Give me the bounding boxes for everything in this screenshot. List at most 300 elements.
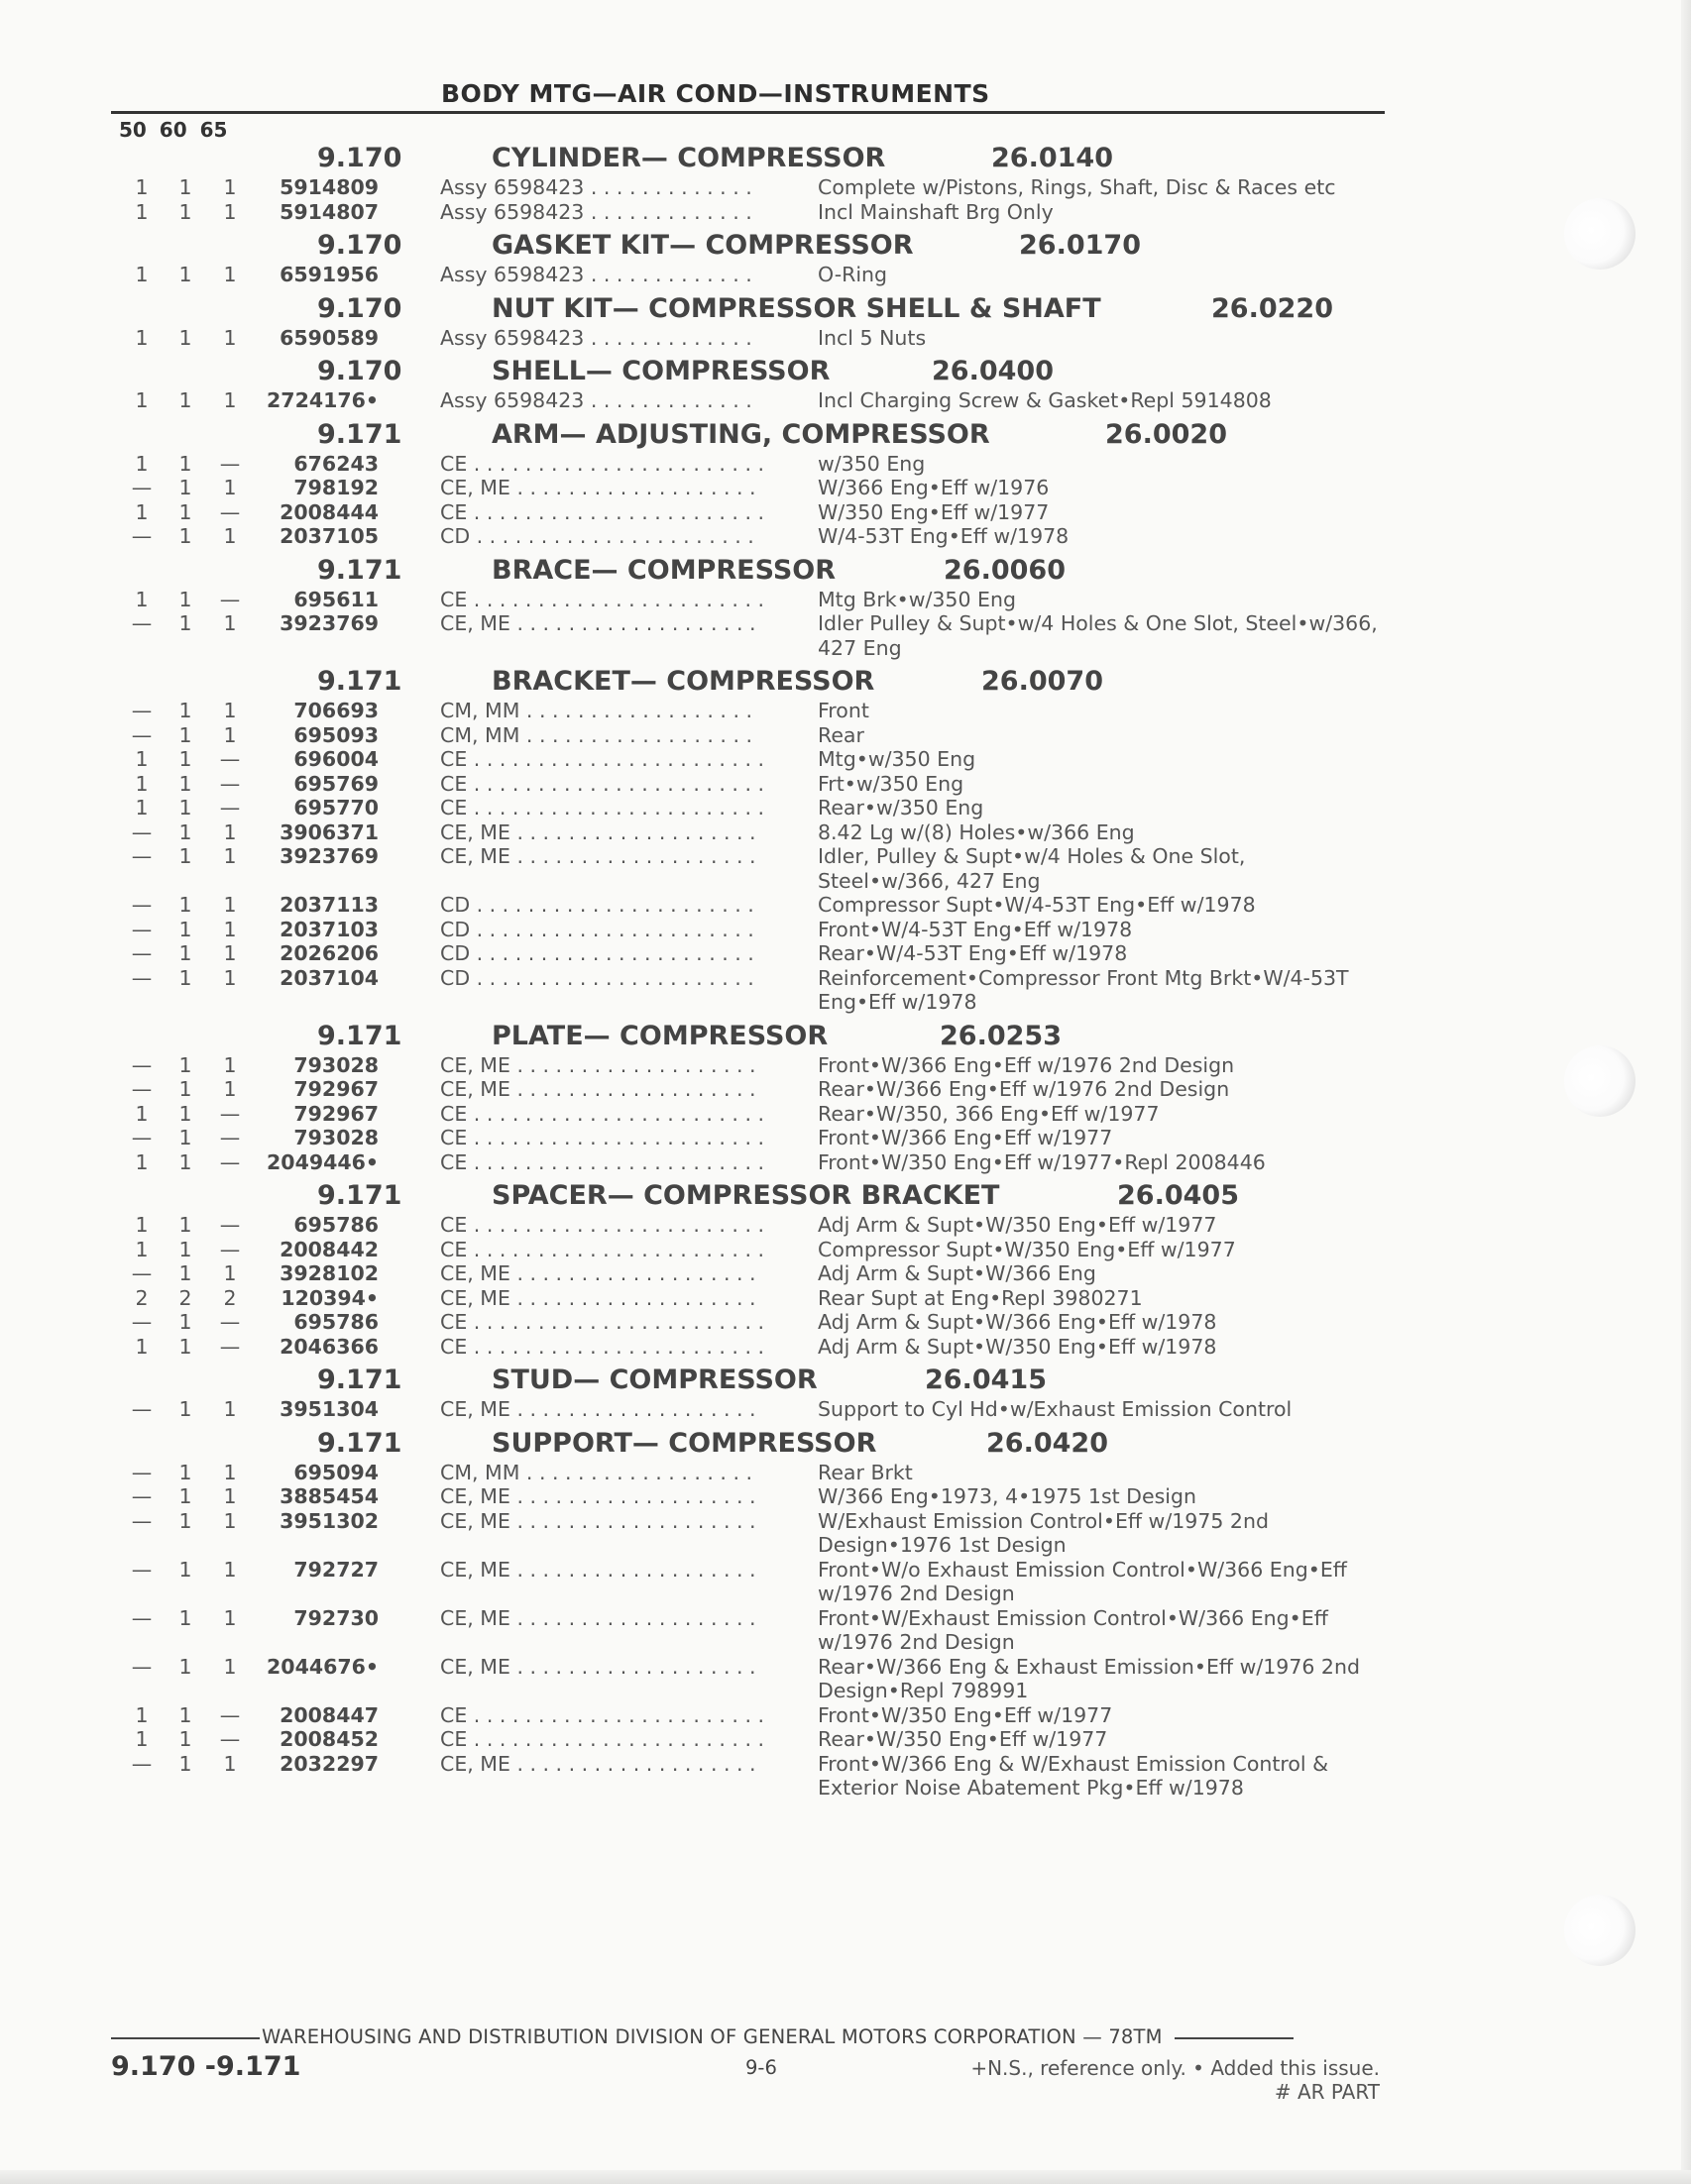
part-row xyxy=(0,588,1691,612)
qty-65-series: 1 xyxy=(223,325,237,350)
model-reference: CE . . . . . . . . . . . . . . . . . . . . . . . xyxy=(440,1126,765,1149)
qty-60-series: 1 xyxy=(178,175,192,199)
header-divider xyxy=(111,111,1385,114)
part-row xyxy=(0,772,1691,797)
qty-65-series: 1 xyxy=(223,1605,237,1630)
part-row xyxy=(0,1397,1691,1422)
parts-catalog xyxy=(0,137,1691,1801)
qty-50-series: — xyxy=(131,1508,153,1533)
section-heading xyxy=(0,287,1691,326)
part-description: Rear Supt at Eng•Repl 3980271 xyxy=(818,1285,1143,1310)
section-heading xyxy=(0,1422,1691,1461)
qty-65-series: 1 xyxy=(223,476,237,499)
qty-60-series: 1 xyxy=(178,1101,192,1126)
part-description: Front•W/366 Eng•Eff w/1977 xyxy=(818,1126,1113,1149)
part-number: 695786 xyxy=(293,1213,379,1237)
part-number: 2724176• xyxy=(267,388,379,412)
part-number: 2049446• xyxy=(267,1149,379,1174)
part-row xyxy=(0,476,1691,500)
qty-65-series: — xyxy=(219,1149,241,1174)
model-reference: CD . . . . . . . . . . . . . . . . . . . . . . xyxy=(440,917,754,941)
qty-65-series: 1 xyxy=(223,893,237,917)
qty-60-series: 1 xyxy=(178,1334,192,1359)
part-row xyxy=(0,452,1691,477)
part-number: 6591956 xyxy=(280,263,379,286)
part-row xyxy=(0,388,1691,413)
qty-65-series: 1 xyxy=(223,1751,237,1776)
section-code: 26.0400 xyxy=(932,356,1054,386)
section-number: 9.170 xyxy=(317,356,402,386)
model-reference: CE . . . . . . . . . . . . . . . . . . . . . . . xyxy=(440,771,765,796)
section-number: 9.171 xyxy=(317,666,402,697)
part-number: 2044676• xyxy=(267,1654,379,1679)
qty-65-series: 1 xyxy=(223,965,237,990)
part-description: W/366 Eng•Eff w/1976 xyxy=(818,476,1050,499)
qty-65-series: — xyxy=(219,587,241,611)
part-description: Incl Mainshaft Brg Only xyxy=(818,199,1054,224)
part-description: Adj Arm & Supt•W/366 Eng xyxy=(818,1261,1096,1285)
section-heading xyxy=(0,413,1691,452)
qty-50-series: 1 xyxy=(135,325,149,350)
qty-60-series: 1 xyxy=(178,1077,192,1101)
part-number: 793028 xyxy=(293,1052,379,1077)
binder-hole xyxy=(1564,1045,1635,1117)
qty-50-series: 1 xyxy=(135,1213,149,1237)
qty-60-series: 1 xyxy=(178,722,192,747)
qty-65-series: 1 xyxy=(223,941,237,965)
part-row xyxy=(0,1558,1691,1606)
qty-65-series: 1 xyxy=(223,199,237,224)
section-title: SPACER— COMPRESSOR BRACKET xyxy=(492,1180,1000,1211)
footer-rule-right xyxy=(1175,2037,1294,2039)
qty-60-series: 1 xyxy=(178,819,192,844)
part-description: Compressor Supt•W/350 Eng•Eff w/1977 xyxy=(818,1237,1236,1261)
qty-65-series: 1 xyxy=(223,1077,237,1101)
qty-65-series: — xyxy=(219,1237,241,1261)
qty-50-series: 1 xyxy=(135,1101,149,1126)
qty-60-series: 1 xyxy=(178,1484,192,1508)
qty-50-series: — xyxy=(131,1484,153,1508)
part-description: Frt•w/350 Eng xyxy=(818,771,964,796)
part-number: 2032297 xyxy=(280,1751,379,1776)
qty-60-series: 1 xyxy=(178,1149,192,1174)
qty-50-series: 1 xyxy=(135,796,149,819)
qty-65-series: 2 xyxy=(223,1285,237,1310)
part-row xyxy=(0,966,1691,1015)
qty-50-series: — xyxy=(131,1261,153,1285)
section-title: PLATE— COMPRESSOR xyxy=(492,1020,829,1051)
model-reference: CM, MM . . . . . . . . . . . . . . . . . . xyxy=(440,1460,752,1484)
part-number: 695786 xyxy=(293,1310,379,1334)
part-description: W/350 Eng•Eff w/1977 xyxy=(818,499,1050,524)
model-reference: CM, MM . . . . . . . . . . . . . . . . . . xyxy=(440,699,752,722)
qty-65-series: 1 xyxy=(223,1397,237,1421)
part-description: Rear•W/4-53T Eng•Eff w/1978 xyxy=(818,941,1128,965)
model-reference: Assy 6598423 . . . . . . . . . . . . . xyxy=(440,199,752,224)
footer-page-number: 9-6 xyxy=(745,2056,777,2079)
part-row xyxy=(0,723,1691,748)
qty-50-series: 1 xyxy=(135,1727,149,1751)
footer-division xyxy=(111,2025,1385,2048)
section-heading xyxy=(0,224,1691,263)
part-description: W/4-53T Eng•Eff w/1978 xyxy=(818,524,1070,548)
section-code: 26.0420 xyxy=(986,1427,1108,1459)
part-description: Incl 5 Nuts xyxy=(818,325,927,350)
section-code: 26.0170 xyxy=(1019,230,1141,261)
part-number: 798192 xyxy=(293,476,379,499)
qty-50-series: — xyxy=(131,476,153,499)
qty-50-series: — xyxy=(131,722,153,747)
qty-60-series: 1 xyxy=(178,263,192,286)
qty-65-series: 1 xyxy=(223,699,237,722)
qty-65-series: — xyxy=(219,1126,241,1149)
model-reference: CE . . . . . . . . . . . . . . . . . . . . . . . xyxy=(440,1213,765,1237)
qty-50-series: — xyxy=(131,1126,153,1149)
qty-50-series: 1 xyxy=(135,1237,149,1261)
part-row xyxy=(0,844,1691,893)
part-description: Front•W/o Exhaust Emission Control•W/366 Eng•Eff w/1976 2nd Design xyxy=(818,1557,1347,1605)
qty-60-series: 1 xyxy=(178,1397,192,1421)
qty-60-series: 1 xyxy=(178,199,192,224)
section-number: 9.171 xyxy=(317,418,402,450)
section-heading xyxy=(0,660,1691,699)
qty-60-series: 1 xyxy=(178,325,192,350)
model-reference: CE, ME . . . . . . . . . . . . . . . . . . . xyxy=(440,1484,756,1508)
model-reference: CE . . . . . . . . . . . . . . . . . . . . . . . xyxy=(440,796,765,819)
model-reference: CE, ME . . . . . . . . . . . . . . . . . . . xyxy=(440,611,756,635)
qty-50-series: — xyxy=(131,844,153,868)
qty-60-series: 1 xyxy=(178,1508,192,1533)
part-description: Adj Arm & Supt•W/350 Eng•Eff w/1978 xyxy=(818,1334,1217,1359)
qty-50-series: — xyxy=(131,524,153,548)
qty-50-series: — xyxy=(131,819,153,844)
part-row xyxy=(0,1606,1691,1655)
qty-65-series: 1 xyxy=(223,1508,237,1533)
part-row xyxy=(0,1238,1691,1262)
model-reference: Assy 6598423 . . . . . . . . . . . . . xyxy=(440,388,752,412)
part-row xyxy=(0,1102,1691,1127)
qty-50-series: — xyxy=(131,1077,153,1101)
qty-65-series: 1 xyxy=(223,263,237,286)
qty-60-series: 1 xyxy=(178,1702,192,1727)
section-code: 26.0020 xyxy=(1105,418,1227,450)
part-number: 5914809 xyxy=(280,175,379,199)
qty-60-series: 1 xyxy=(178,388,192,412)
section-number: 9.170 xyxy=(317,230,402,261)
qty-65-series: 1 xyxy=(223,524,237,548)
part-description: Front•W/366 Eng & W/Exhaust Emission Control & Exterior Noise Abatement Pkg•Eff w/1978 xyxy=(818,1751,1329,1800)
qty-50-series: — xyxy=(131,1052,153,1077)
model-reference: CE, ME . . . . . . . . . . . . . . . . . . . xyxy=(440,476,756,499)
qty-65-series: — xyxy=(219,796,241,819)
footer-section-range: 9.170 -9.171 xyxy=(111,2051,301,2082)
part-row xyxy=(0,1509,1691,1558)
part-row xyxy=(0,1213,1691,1238)
part-number: 3885454 xyxy=(280,1484,379,1508)
qty-50-series: 1 xyxy=(135,1702,149,1727)
qty-65-series: 1 xyxy=(223,1557,237,1582)
qty-60-series: 1 xyxy=(178,451,192,476)
section-number: 9.171 xyxy=(317,1180,402,1211)
part-description: Reinforcement•Compressor Front Mtg Brkt•W/4-53T Eng•Eff w/1978 xyxy=(818,965,1349,1014)
part-row xyxy=(0,175,1691,200)
section-heading xyxy=(0,1174,1691,1213)
qty-60-series: 1 xyxy=(178,1557,192,1582)
footer-ar-part-note: # AR PART xyxy=(1274,2080,1380,2104)
model-reference: CE . . . . . . . . . . . . . . . . . . . . . . . xyxy=(440,1101,765,1126)
part-number: 2008447 xyxy=(280,1702,379,1727)
qty-60-series: 1 xyxy=(178,499,192,524)
page-bottom-shadow xyxy=(0,2170,1691,2184)
part-number: 695093 xyxy=(293,722,379,747)
model-reference: CE, ME . . . . . . . . . . . . . . . . . . . xyxy=(440,1285,756,1310)
section-heading xyxy=(0,549,1691,588)
qty-65-series: — xyxy=(219,451,241,476)
qty-50-series: 1 xyxy=(135,771,149,796)
model-reference: CE . . . . . . . . . . . . . . . . . . . . . . . xyxy=(440,1310,765,1334)
part-number: 6590589 xyxy=(280,325,379,350)
part-row xyxy=(0,1286,1691,1311)
qty-65-series: — xyxy=(219,1334,241,1359)
section-code: 26.0405 xyxy=(1117,1180,1239,1211)
model-reference: CE . . . . . . . . . . . . . . . . . . . . . . . xyxy=(440,499,765,524)
qty-65-series: — xyxy=(219,747,241,771)
part-row xyxy=(0,820,1691,845)
qty-60-series: 1 xyxy=(178,941,192,965)
qty-60-series: 1 xyxy=(178,1052,192,1077)
part-description: Rear Brkt xyxy=(818,1460,913,1484)
model-reference: CE . . . . . . . . . . . . . . . . . . . . . . . xyxy=(440,1334,765,1359)
model-reference: CE . . . . . . . . . . . . . . . . . . . . . . . xyxy=(440,1702,765,1727)
model-reference: CE, ME . . . . . . . . . . . . . . . . . . . xyxy=(440,1261,756,1285)
model-reference: CE . . . . . . . . . . . . . . . . . . . . . . . xyxy=(440,451,765,476)
part-row xyxy=(0,941,1691,966)
qty-50-series: 1 xyxy=(135,263,149,286)
qty-50-series: — xyxy=(131,1460,153,1484)
part-row xyxy=(0,1752,1691,1801)
part-number: 2026206 xyxy=(280,941,379,965)
qty-60-series: 1 xyxy=(178,747,192,771)
part-number: 676243 xyxy=(293,451,379,476)
model-reference: CE . . . . . . . . . . . . . . . . . . . . . . . xyxy=(440,1149,765,1174)
section-code: 26.0070 xyxy=(981,666,1103,697)
qty-60-series: 1 xyxy=(178,1460,192,1484)
part-number: 3906371 xyxy=(280,819,379,844)
footer-legend-note: +N.S., reference only. • Added this issue. xyxy=(970,2056,1380,2080)
model-reference: CD . . . . . . . . . . . . . . . . . . . . . . xyxy=(440,941,754,965)
qty-60-series: 1 xyxy=(178,796,192,819)
footer-division-text: WAREHOUSING AND DISTRIBUTION DIVISION OF GENERAL MOTORS CORPORATION — 78TM xyxy=(262,2025,1163,2048)
qty-50-series: 2 xyxy=(135,1285,149,1310)
part-number: 2037104 xyxy=(280,965,379,990)
model-reference: CE . . . . . . . . . . . . . . . . . . . . . . . xyxy=(440,587,765,611)
part-row xyxy=(0,1053,1691,1078)
part-number: 695094 xyxy=(293,1460,379,1484)
qty-60-series: 1 xyxy=(178,1654,192,1679)
section-code: 26.0253 xyxy=(940,1020,1062,1051)
qty-50-series: — xyxy=(131,893,153,917)
section-heading xyxy=(0,1359,1691,1397)
qty-60-series: 1 xyxy=(178,1261,192,1285)
section-title: BRACE— COMPRESSOR xyxy=(492,554,837,586)
qty-60-series: 1 xyxy=(178,611,192,635)
model-reference: CE, ME . . . . . . . . . . . . . . . . . . . xyxy=(440,1557,756,1582)
model-reference: CM, MM . . . . . . . . . . . . . . . . . . xyxy=(440,722,752,747)
qty-50-series: — xyxy=(131,1557,153,1582)
part-description: W/Exhaust Emission Control•Eff w/1975 2nd Design•1976 1st Design xyxy=(818,1508,1269,1557)
model-reference: CE, ME . . . . . . . . . . . . . . . . . . . xyxy=(440,1077,756,1101)
part-number: 2046366 xyxy=(280,1334,379,1359)
part-description: Adj Arm & Supt•W/366 Eng•Eff w/1978 xyxy=(818,1310,1217,1334)
part-description: Front•W/Exhaust Emission Control•W/366 Eng•Eff w/1976 2nd Design xyxy=(818,1605,1328,1654)
part-number: 792727 xyxy=(293,1557,379,1582)
part-description: Front•W/4-53T Eng•Eff w/1978 xyxy=(818,917,1133,941)
part-description: W/366 Eng•1973, 4•1975 1st Design xyxy=(818,1484,1196,1508)
qty-50-series: 1 xyxy=(135,199,149,224)
section-title: NUT KIT— COMPRESSOR SHELL & SHAFT xyxy=(492,292,1101,324)
qty-60-series: 1 xyxy=(178,1751,192,1776)
part-number: 793028 xyxy=(293,1126,379,1149)
part-number: 696004 xyxy=(293,747,379,771)
part-number: 792730 xyxy=(293,1605,379,1630)
part-description: O-Ring xyxy=(818,263,888,286)
part-number: 3928102 xyxy=(280,1261,379,1285)
part-row xyxy=(0,747,1691,772)
part-number: 695611 xyxy=(293,587,379,611)
part-description: Incl Charging Screw & Gasket•Repl 5914808 xyxy=(818,388,1272,412)
model-reference: CE . . . . . . . . . . . . . . . . . . . . . . . xyxy=(440,1237,765,1261)
qty-60-series: 1 xyxy=(178,1126,192,1149)
qty-65-series: 1 xyxy=(223,175,237,199)
part-row xyxy=(0,1727,1691,1752)
part-description: Idler Pulley & Supt•w/4 Holes & One Slot, Steel•w/366, 427 Eng xyxy=(818,611,1378,660)
part-row xyxy=(0,1150,1691,1175)
part-number: 2008452 xyxy=(280,1727,379,1751)
qty-60-series: 1 xyxy=(178,771,192,796)
model-reference: CE . . . . . . . . . . . . . . . . . . . . . . . xyxy=(440,1727,765,1751)
part-number: 695769 xyxy=(293,771,379,796)
section-code: 26.0415 xyxy=(925,1365,1047,1395)
part-description: Compressor Supt•W/4-53T Eng•Eff w/1978 xyxy=(818,893,1256,917)
part-number: 3923769 xyxy=(280,611,379,635)
section-code: 26.0140 xyxy=(991,143,1113,173)
section-number: 9.170 xyxy=(317,292,402,324)
section-number: 9.171 xyxy=(317,1020,402,1051)
qty-50-series: — xyxy=(131,1654,153,1679)
section-number: 9.171 xyxy=(317,1365,402,1395)
section-title: SHELL— COMPRESSOR xyxy=(492,356,831,386)
qty-65-series: 1 xyxy=(223,611,237,635)
part-number: 3951304 xyxy=(280,1397,379,1421)
part-row xyxy=(0,524,1691,549)
qty-65-series: — xyxy=(219,1727,241,1751)
part-description: Front•W/350 Eng•Eff w/1977 xyxy=(818,1702,1113,1727)
part-row xyxy=(0,263,1691,287)
part-description: Mtg•w/350 Eng xyxy=(818,747,976,771)
model-reference: CE, ME . . . . . . . . . . . . . . . . . . . xyxy=(440,819,756,844)
part-row xyxy=(0,796,1691,820)
model-reference: CD . . . . . . . . . . . . . . . . . . . . . . xyxy=(440,893,754,917)
qty-50-series: 1 xyxy=(135,175,149,199)
part-description: Adj Arm & Supt•W/350 Eng•Eff w/1977 xyxy=(818,1213,1217,1237)
qty-60-series: 1 xyxy=(178,1213,192,1237)
part-row xyxy=(0,200,1691,225)
part-row xyxy=(0,893,1691,918)
section-heading xyxy=(0,350,1691,388)
model-reference: CD . . . . . . . . . . . . . . . . . . . . . . xyxy=(440,524,754,548)
part-row xyxy=(0,918,1691,942)
section-number: 9.171 xyxy=(317,554,402,586)
part-description: Front xyxy=(818,699,869,722)
part-description: Rear•W/350 Eng•Eff w/1977 xyxy=(818,1727,1108,1751)
section-title: STUD— COMPRESSOR xyxy=(492,1365,818,1395)
model-columns-header: 50 60 65 xyxy=(119,118,228,142)
part-number: 706693 xyxy=(293,699,379,722)
page-title: BODY MTG—AIR COND—INSTRUMENTS xyxy=(441,79,990,108)
section-title: GASKET KIT— COMPRESSOR xyxy=(492,230,914,261)
model-reference: CE, ME . . . . . . . . . . . . . . . . . . . xyxy=(440,1052,756,1077)
section-number: 9.170 xyxy=(317,143,402,173)
part-description: Front•W/366 Eng•Eff w/1976 2nd Design xyxy=(818,1052,1235,1077)
qty-60-series: 1 xyxy=(178,965,192,990)
qty-65-series: 1 xyxy=(223,1052,237,1077)
part-description: Complete w/Pistons, Rings, Shaft, Disc & Races etc xyxy=(818,175,1336,199)
qty-65-series: 1 xyxy=(223,722,237,747)
part-row xyxy=(0,611,1691,660)
model-reference: Assy 6598423 . . . . . . . . . . . . . xyxy=(440,263,752,286)
qty-65-series: 1 xyxy=(223,917,237,941)
part-description: Support to Cyl Hd•w/Exhaust Emission Control xyxy=(818,1397,1293,1421)
part-number: 3923769 xyxy=(280,844,379,868)
binder-hole xyxy=(1564,198,1635,270)
part-number: 792967 xyxy=(293,1101,379,1126)
qty-50-series: — xyxy=(131,1751,153,1776)
qty-60-series: 1 xyxy=(178,844,192,868)
part-description: Idler, Pulley & Supt•w/4 Holes & One Slot, Steel•w/366, 427 Eng xyxy=(818,844,1246,893)
qty-65-series: — xyxy=(219,1702,241,1727)
part-number: 2008442 xyxy=(280,1237,379,1261)
section-heading xyxy=(0,1015,1691,1053)
qty-65-series: 1 xyxy=(223,1654,237,1679)
model-reference: CE, ME . . . . . . . . . . . . . . . . . . . xyxy=(440,1751,756,1776)
qty-50-series: 1 xyxy=(135,499,149,524)
qty-65-series: 1 xyxy=(223,388,237,412)
model-reference: Assy 6598423 . . . . . . . . . . . . . xyxy=(440,175,752,199)
qty-60-series: 1 xyxy=(178,1310,192,1334)
part-row xyxy=(0,1461,1691,1485)
qty-65-series: 1 xyxy=(223,1460,237,1484)
qty-60-series: 1 xyxy=(178,476,192,499)
qty-65-series: — xyxy=(219,1101,241,1126)
part-number: 2008444 xyxy=(280,499,379,524)
part-description: Rear•W/366 Eng•Eff w/1976 2nd Design xyxy=(818,1077,1230,1101)
binder-hole xyxy=(1564,1895,1635,1966)
qty-50-series: — xyxy=(131,917,153,941)
qty-50-series: 1 xyxy=(135,1334,149,1359)
model-reference: CE, ME . . . . . . . . . . . . . . . . . . . xyxy=(440,1605,756,1630)
qty-60-series: 1 xyxy=(178,524,192,548)
part-number: 792967 xyxy=(293,1077,379,1101)
qty-50-series: 1 xyxy=(135,747,149,771)
model-reference: CE, ME . . . . . . . . . . . . . . . . . . . xyxy=(440,1508,756,1533)
qty-65-series: — xyxy=(219,771,241,796)
section-title: ARM— ADJUSTING, COMPRESSOR xyxy=(492,418,990,450)
qty-65-series: — xyxy=(219,499,241,524)
part-row xyxy=(0,1335,1691,1360)
qty-65-series: — xyxy=(219,1310,241,1334)
model-reference: CE, ME . . . . . . . . . . . . . . . . . . . xyxy=(440,1654,756,1679)
qty-60-series: 1 xyxy=(178,1727,192,1751)
